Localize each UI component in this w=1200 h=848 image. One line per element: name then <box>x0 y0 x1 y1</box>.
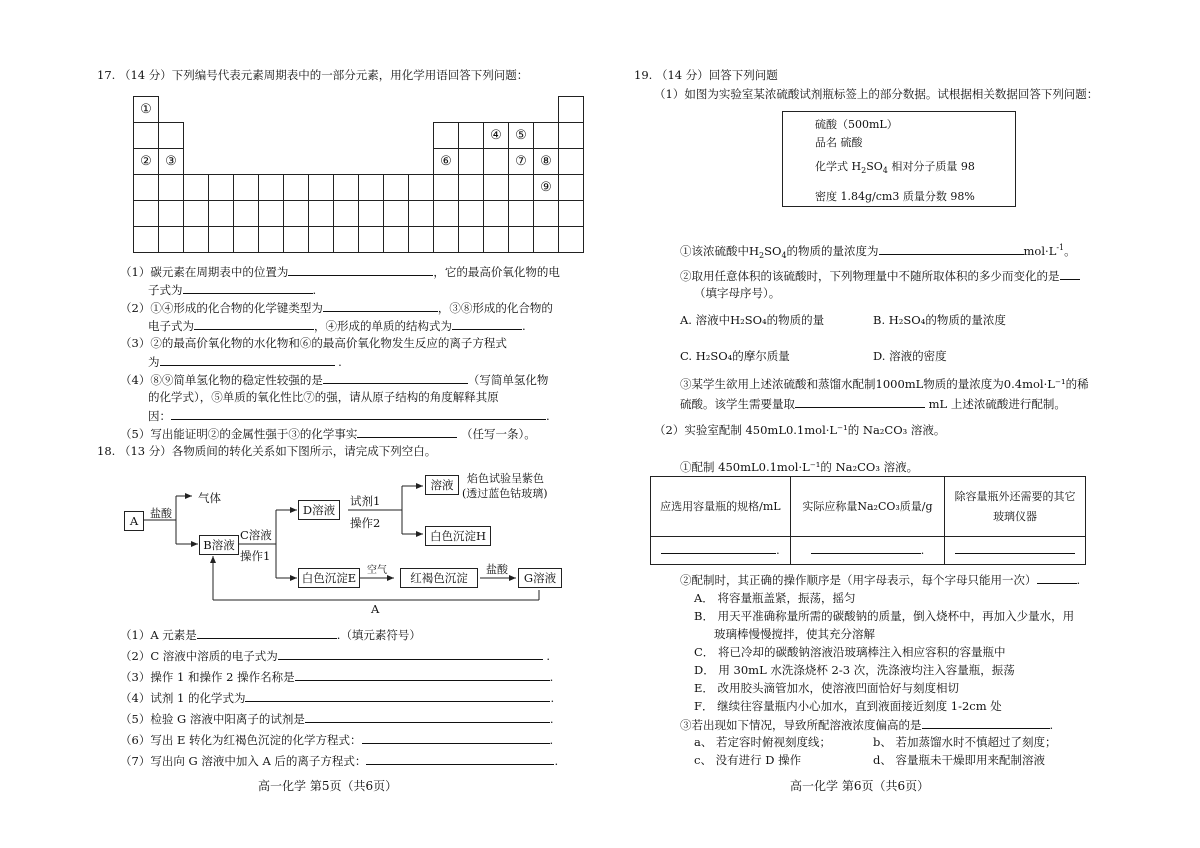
option-c: C. H₂SO₄的摩尔质量 <box>680 349 790 363</box>
label-reagent1: 试剂1 <box>350 494 381 508</box>
reagent-label <box>782 111 1016 207</box>
label-line-2: 品名 硫酸 <box>815 136 863 149</box>
node-h: 白色沉淀H <box>425 526 491 546</box>
pt-cell-8: ⑧ <box>534 149 559 175</box>
option-a: A. 溶液中H₂SO₄的物质的量 <box>680 313 825 327</box>
pt-cell-2: ② <box>134 149 159 175</box>
step-f: F． 继续往容量瓶内小心加水，直到液面接近刻度 1-2cm 处 <box>694 699 1002 713</box>
q19-part1-intro: （1）如图为实验室某浓硫酸试剂瓶标签上的部分数据。试根据相关数据回答下列问题： <box>654 87 1099 101</box>
pt-cell-7: ⑦ <box>509 149 534 175</box>
q18-part2: （2）C 溶液中溶质的电子式为 . <box>120 649 551 663</box>
step-b: B． 用天平准确称量所需的碳酸钠的质量，倒入烧杯中，再加入少量水，用 <box>694 609 1075 623</box>
error-c: c、 没有进行 D 操作 <box>694 753 802 767</box>
q17-part4: （4）⑧⑨简单氢化物的稳定性较强的是 （写简单氢化物 <box>120 373 549 387</box>
footer-right: 高一化学 第6页（共6页） <box>790 779 930 793</box>
pt-cell-5: ⑤ <box>509 123 534 149</box>
q17-part3: （3）②的最高价氧化物的水化物和⑥的最高价氧化物发生反应的离子方程式 <box>120 336 507 350</box>
answer-flask-spec[interactable]: . <box>651 537 791 565</box>
label-hydrochloric-2: 盐酸 <box>486 563 508 576</box>
q19-2a: ①配制 450mL0.1mol·L⁻¹的 Na₂CO₃ 溶液。 <box>680 460 919 474</box>
q19-part2-intro: （2）实验室配制 450mL0.1mol·L⁻¹的 Na₂CO₃ 溶液。 <box>654 423 946 437</box>
footer-left: 高一化学 第5页（共6页） <box>258 779 398 793</box>
error-a: a、 若定容时俯视刻度线； <box>694 735 832 749</box>
q19-title: 19. （14 分）回答下列问题 <box>634 68 778 82</box>
label-cobalt-glass: (透过蓝色钴玻璃) <box>462 487 548 500</box>
label-flame-test: 焰色试验呈紫色 <box>467 472 544 485</box>
step-d: D． 用 30mL 水洗涤烧杯 2-3 次，洗涤液均注入容量瓶，振荡 <box>694 663 1015 677</box>
q18-title: 18. （13 分）各物质间的转化关系如下图所示，请完成下列空白。 <box>97 444 437 458</box>
node-a: A <box>124 511 144 531</box>
th-glassware: 除容量瓶外还需要的其它玻璃仪器 <box>945 477 1086 537</box>
pt-cell <box>559 97 584 123</box>
solution-prep-table <box>650 476 1086 565</box>
periodic-table-fragment <box>133 96 584 253</box>
label-c-solution: C溶液 <box>240 528 272 542</box>
q19-2c: ③若出现如下情况，导致所配溶液浓度偏高的是 . <box>680 718 1054 732</box>
node-b: B溶液 <box>199 535 239 555</box>
label-operation1: 操作1 <box>240 549 271 563</box>
q18-part3: （3）操作 1 和操作 2 操作名称是 . <box>120 670 554 684</box>
q19-2b: ②配制时，其正确的操作顺序是（用字母表示，每个字母只能用一次） . <box>680 573 1081 587</box>
label-line-4: 密度 1.84g/cm3 质量分数 98% <box>815 190 975 204</box>
q19-1b-note: （填字母序号）。 <box>694 286 781 300</box>
node-g: G溶液 <box>518 568 562 588</box>
error-d: d、 容量瓶未干燥即用来配制溶液 <box>873 753 1046 767</box>
step-a: A． 将容量瓶盖紧，振荡，摇匀 <box>694 591 856 605</box>
q17-part1b: 子式为 . <box>148 283 317 297</box>
label-a-return: A <box>371 602 380 616</box>
option-b: B. H₂SO₄的物质的量浓度 <box>873 313 1006 327</box>
step-c: C． 将已冷却的碳酸钠溶液沿玻璃棒注入相应容积的容量瓶中 <box>694 645 1006 659</box>
label-operation2: 操作2 <box>350 516 381 530</box>
node-e: 白色沉淀E <box>298 568 360 588</box>
q17-part4c: 因： . <box>148 409 550 423</box>
label-line-3: 化学式 $H_2SO_4$ 相对分子质量 98 <box>815 160 975 176</box>
label-air: 空气 <box>367 565 387 576</box>
node-gas: 气体 <box>198 491 221 505</box>
step-e: E． 改用胶头滴管加水，使溶液凹面恰好与刻度相切 <box>694 681 960 695</box>
pt-cell-3: ③ <box>159 149 184 175</box>
q17-part2b: 电子式为 ，④形成的单质的结构式为 . <box>148 319 526 333</box>
pt-cell-4: ④ <box>484 123 509 149</box>
q17-part2: （2）①④形成的化合物的化学键类型为 ，③⑧形成的化合物的 <box>120 301 553 315</box>
q17-part5: （5）写出能证明②的金属性强于③的化学事实 （任写一条）。 <box>120 427 536 441</box>
q18-part6: （6）写出 E 转化为红褐色沉淀的化学方程式： . <box>120 733 554 747</box>
q18-part5: （5）检验 G 溶液中阳离子的试剂是 . <box>120 712 554 726</box>
pt-cell-9: ⑨ <box>534 175 559 201</box>
node-red-brown: 红褐色沉淀 <box>400 568 478 588</box>
q17-part1: （1）碳元素在周期表中的位置为 ，它的最高价氧化物的电 <box>120 265 560 279</box>
th-flask-spec: 应选用容量瓶的规格/mL <box>651 477 791 537</box>
q18-part4: （4）试剂 1 的化学式为 . <box>120 691 555 705</box>
q19-1c-line1: ③某学生欲用上述浓硫酸和蒸馏水配制1000mL物质的量浓度为0.4mol·L⁻¹的稀 <box>680 377 1089 391</box>
answer-glassware[interactable] <box>945 537 1086 565</box>
pt-cell-6: ⑥ <box>434 149 459 175</box>
node-d: D溶液 <box>298 500 340 520</box>
q17-part4b: 的化学式），⑤单质的氧化性比⑦的强，请从原子结构的角度解释其原 <box>148 390 499 404</box>
q19-1a: ①该浓硫酸中$H_2SO_4$的物质的量浓度为 $mol\cdot L^{-1}$。 <box>680 243 1076 261</box>
q17-part3b: 为 . <box>148 355 342 369</box>
q19-1b: ②取用任意体积的该硫酸时，下列物理量中不随所取体积的多少而变化的是 <box>680 268 1080 283</box>
pt-cell-1: ① <box>134 97 159 123</box>
answer-mass[interactable]: . <box>790 537 944 565</box>
node-solution: 溶液 <box>425 475 459 495</box>
th-mass: 实际应称量Na₂CO₃质量/g <box>790 477 944 537</box>
label-line-1: 硫酸（500mL） <box>815 118 898 131</box>
q18-part1: （1）A 元素是 .（填元素符号） <box>120 628 421 642</box>
label-hydrochloric: 盐酸 <box>150 507 172 520</box>
q18-part7: （7）写出向 G 溶液中加入 A 后的离子方程式： . <box>120 754 559 768</box>
q19-1c-line2: 硫酸。该学生需要量取 mL 上述浓硫酸进行配制。 <box>680 397 1066 411</box>
option-d: D. 溶液的密度 <box>873 349 947 363</box>
q17-title: 17. （14 分）下列编号代表元素周期表中的一部分元素，用化学用语回答下列问题： <box>97 68 529 82</box>
error-b: b、 若加蒸馏水时不慎超过了刻度； <box>873 735 1057 749</box>
step-b-cont: 玻璃棒慢慢搅拌，使其充分溶解 <box>714 627 875 641</box>
